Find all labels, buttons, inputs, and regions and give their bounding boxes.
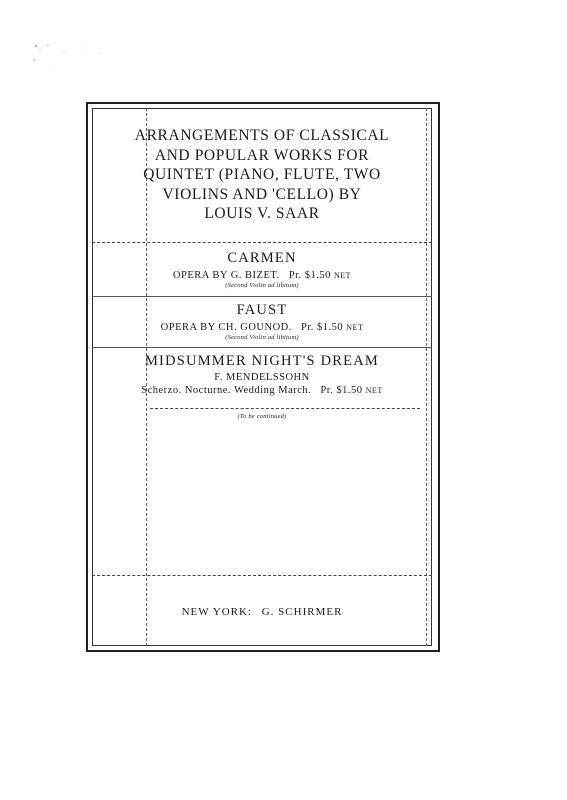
price-prefix: Pr. — [288, 270, 302, 281]
title-line: QUINTET (PIANO, FLUTE, TWO — [143, 166, 381, 183]
price-suffix: NET — [365, 386, 383, 395]
section-divider — [92, 347, 432, 348]
work-midsummer — [92, 353, 432, 396]
title-line: LOUIS V. SAAR — [204, 205, 320, 222]
work-title: FAUST — [236, 302, 288, 318]
price-suffix: NET — [346, 323, 364, 332]
title-block — [92, 126, 432, 224]
work-movements — [92, 385, 432, 396]
price-prefix: Pr. — [320, 385, 334, 396]
publisher-city: NEW YORK: — [181, 606, 252, 618]
price-value: $1.50 — [304, 270, 331, 281]
continued-note: (To be continued) — [237, 413, 287, 420]
price-value: $1.50 — [336, 385, 363, 396]
section-divider — [92, 575, 432, 576]
work-note: (Second Violin ad libitum) — [225, 334, 299, 341]
section-divider — [92, 242, 432, 243]
publisher-line — [92, 606, 432, 618]
work-note: (Second Violin ad libitum) — [225, 282, 299, 289]
paper-specks — [30, 40, 130, 80]
work-composer: F. MENDELSSOHN — [214, 372, 310, 383]
work-title: MIDSUMMER NIGHT'S DREAM — [144, 353, 380, 369]
title-line: VIOLINS AND 'CELLO) BY — [162, 185, 362, 203]
work-byline — [92, 322, 432, 333]
movements-text: Scherzo. Nocturne. Wedding March. — [141, 385, 312, 396]
publisher-name: G. SCHIRMER — [261, 606, 343, 618]
section-divider — [92, 296, 432, 297]
price-value: $1.50 — [317, 322, 344, 333]
work-faust — [92, 302, 432, 341]
work-carmen — [92, 250, 432, 289]
title-line: AND POPULAR WORKS FOR — [154, 146, 370, 164]
byline-text: OPERA BY G. BIZET. — [172, 270, 280, 281]
section-divider — [150, 408, 420, 409]
price-suffix: NET — [334, 271, 352, 280]
title-line: ARRANGEMENTS OF CLASSICAL — [134, 127, 390, 144]
work-title: CARMEN — [227, 250, 297, 266]
work-byline — [92, 270, 432, 281]
byline-text: OPERA BY CH. GOUNOD. — [160, 322, 292, 333]
price-prefix: Pr. — [301, 322, 314, 333]
